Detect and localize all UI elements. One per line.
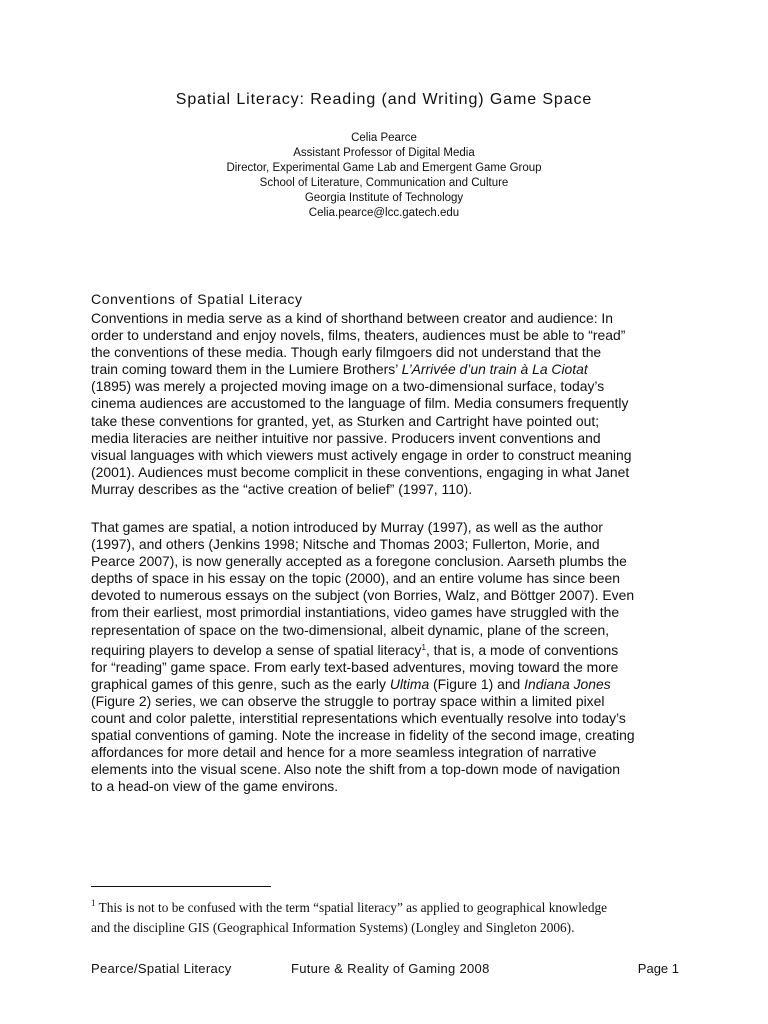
paragraph-1 xyxy=(91,310,691,498)
text-line: (2001). Audiences must become complicit in these conventions, engaging in what Janet xyxy=(91,463,630,480)
author-email: Celia.pearce@lcc.gatech.edu xyxy=(308,207,460,219)
author-school: School of Literature, Communication and Culture xyxy=(259,177,509,189)
film-title: L’Arrivée d’un train à La Ciotat xyxy=(401,361,588,378)
text-line: (Figure 2) series, we can observe the struggle to portray space within a limited pixel xyxy=(91,692,605,709)
section-heading: Conventions of Spatial Literacy xyxy=(91,291,303,307)
text-line: Conventions in media serve as a kind of shorthand between creator and audience: In xyxy=(91,310,613,326)
text-segment: train coming toward them in the Lumiere Brothers’ xyxy=(91,361,402,378)
text-line: (1895) was merely a projected moving image on a two-dimensional surface, today’s xyxy=(91,378,605,395)
footnote-line xyxy=(91,893,711,918)
text-line: media literacies are neither intuitive nor passive. Producers invent conventions and xyxy=(91,429,601,446)
text-line: depths of space in his essay on the topic (2000), and an entire volume has since been xyxy=(91,570,620,587)
author-role: Director, Experimental Game Lab and Emergent Game Group xyxy=(226,162,542,174)
text-line: elements into the visual scene. Also note the shift from a top-down mode of navigation xyxy=(91,761,620,778)
text-segment: , that is, a mode of conventions xyxy=(425,641,619,658)
author-institution: Georgia Institute of Technology xyxy=(304,192,464,204)
text-line: spatial conventions of gaming. Note the increase in fidelity of the second image, creating xyxy=(91,727,635,744)
game-title: Indiana Jones xyxy=(524,675,611,692)
text-segment: (Figure 1) and xyxy=(429,675,525,692)
text-line: take these conventions for granted, yet, as Sturken and Cartright have pointed out; xyxy=(91,412,600,429)
text-line xyxy=(91,639,691,659)
text-line: (1997), and others (Jenkins 1998; Nitsche and Thomas 2003; Fullerton, Morie, and xyxy=(91,536,600,553)
text-line xyxy=(91,361,691,378)
text-line: That games are spatial, a notion introduced by Murray (1997), as well as the author xyxy=(91,519,603,535)
game-title: Ultima xyxy=(389,675,430,692)
text-line: Pearce 2007), is now generally accepted as a foregone conclusion. Aarseth plumbs the xyxy=(91,553,627,570)
text-line: affordances for more detail and hence for a more seamless integration of narrative xyxy=(91,744,597,761)
text-line: for “reading” game space. From early text-based adventures, moving toward the more xyxy=(91,658,619,675)
text-line: Murray describes as the “active creation of belief” (1997, 110). xyxy=(91,480,473,497)
text-line: cinema audiences are accustomed to the language of film. Media consumers frequently xyxy=(91,395,629,412)
text-line: order to understand and enjoy novels, films, theaters, audiences must be able to “read” xyxy=(91,327,626,344)
text-segment: This is not to be confused with the term “spatial literacy” as applied to geographical knowledge xyxy=(95,900,608,915)
text-line: from their earliest, most primordial instantiations, video games have struggled with the xyxy=(91,604,620,621)
text-line: devoted to numerous essays on the subject (von Borries, Walz, and Böttger 2007). Even xyxy=(91,587,635,604)
footnote-line: and the discipline GIS (Geographical Information Systems) (Longley and Singleton 2006). xyxy=(91,920,575,935)
page-number: Page 1 xyxy=(637,961,679,976)
text-line: representation of space on the two-dimensional, albeit dynamic, plane of the screen, xyxy=(91,621,610,638)
text-line: visual languages with which viewers must actively engage in order to construct meaning xyxy=(91,446,632,463)
author-block xyxy=(0,131,768,221)
footnote-reference[interactable]: 1 xyxy=(421,642,426,652)
paper-title: Spatial Literacy: Reading (and Writing) Game Space xyxy=(175,91,593,108)
text-segment: requiring players to develop a sense of spatial literacy xyxy=(91,641,422,658)
footnote xyxy=(91,893,711,938)
text-segment: graphical games of this genre, such as the early xyxy=(91,675,390,692)
footer-conference: Future & Reality of Gaming 2008 xyxy=(291,961,490,976)
author-name: Celia Pearce xyxy=(351,132,417,144)
text-line: to a head-on view of the game environs. xyxy=(91,778,339,795)
footer-running-title: Pearce/Spatial Literacy xyxy=(91,961,232,976)
author-position: Assistant Professor of Digital Media xyxy=(293,147,475,159)
footnote-marker: 1 xyxy=(91,898,96,908)
footnote-separator xyxy=(91,886,271,887)
text-line: the conventions of these media. Though early filmgoers did not understand that the xyxy=(91,344,602,361)
text-line xyxy=(91,676,691,693)
paragraph-2 xyxy=(91,519,691,796)
text-line: count and color palette, interstitial representations which eventually resolve into today’s xyxy=(91,710,626,727)
